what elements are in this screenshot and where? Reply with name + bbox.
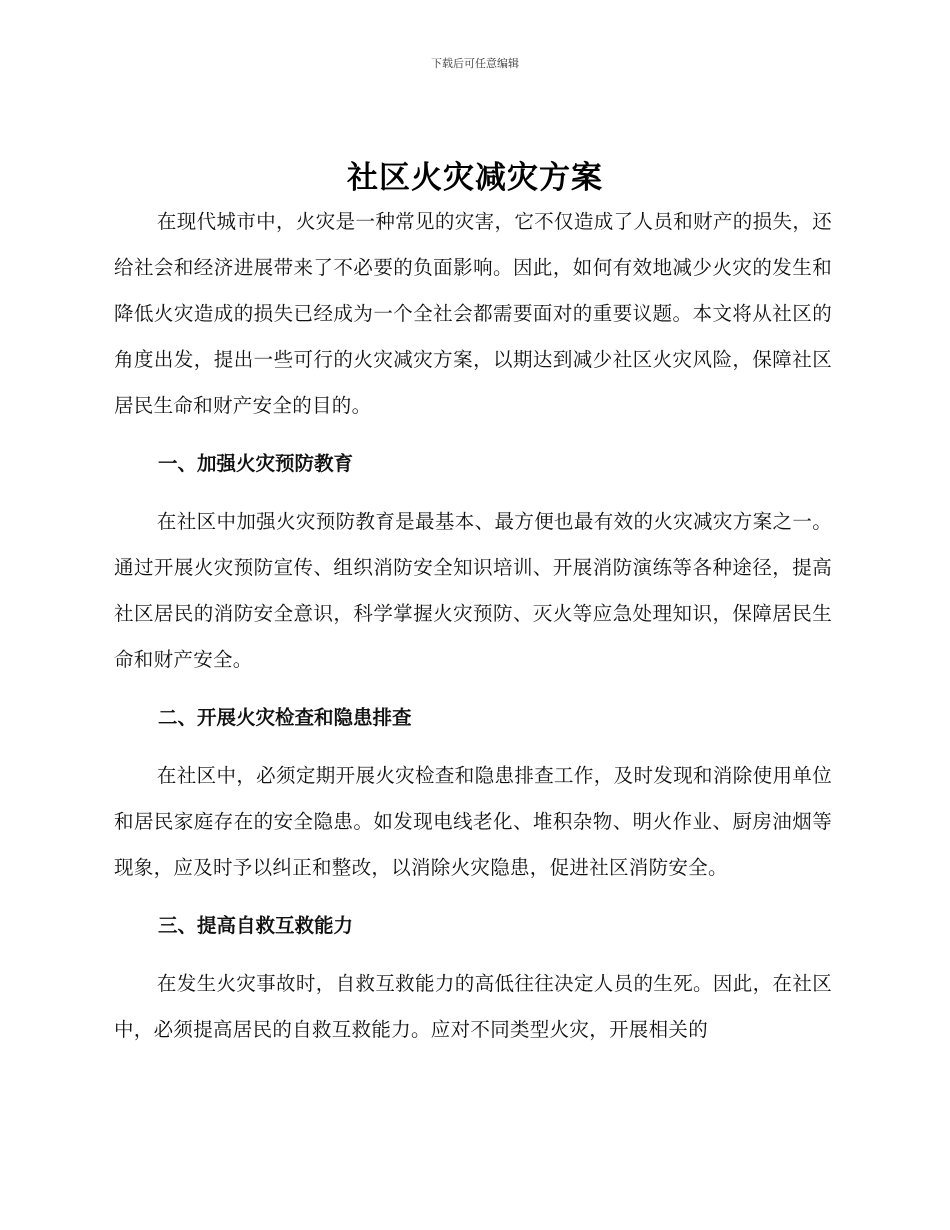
section-1-paragraph: 在社区中加强火灾预防教育是最基本、最方便也最有效的火灾减灾方案之一。通过开展火灾预防宣传、组织消防安全知识培训、开展消防演练等各种途径，提高社区居民的消防安全意识，科学掌握火灾预防、灭火等应急处理知识，保障居民生命和财产安全。 (114, 510, 832, 671)
section-2-heading: 二、开展火灾检查和隐患排查 (158, 706, 412, 729)
intro-paragraph: 在现代城市中，火灾是一种常见的灾害，它不仅造成了人员和财产的损失，还给社会和经济进展带来了不必要的负面影响。因此，如何有效地减少火灾的发生和降低火灾造成的损失已经成为一个全社会都需要面对的重要议题。本文将从社区的角度出发，提出一些可行的火灾减灾方案，以期达到减少社区火灾风险，保障社区居民生命和财产安全的目的。 (114, 210, 832, 417)
section-3-heading: 三、提高自救互救能力 (158, 914, 354, 937)
section-1-heading: 一、加强火灾预防教育 (158, 452, 354, 475)
section-3-paragraph: 在发生火灾事故时，自救互救能力的高低往往决定人员的生死。因此，在社区中，必须提高居民的自救互救能力。应对不同类型火灾，开展相关的 (114, 972, 832, 1041)
document-body (114, 199, 832, 1053)
document-title: 社区火灾减灾方案 (347, 160, 603, 196)
section-2-paragraph: 在社区中，必须定期开展火灾检查和隐患排查工作，及时发现和消除使用单位和居民家庭存在的安全隐患。如发现电线老化、堆积杂物、明火作业、厨房油烟等现象，应及时予以纠正和整改，以消除火灾隐患，促进社区消防安全。 (114, 764, 832, 879)
header-note: 下载后可任意编辑 (431, 57, 519, 70)
